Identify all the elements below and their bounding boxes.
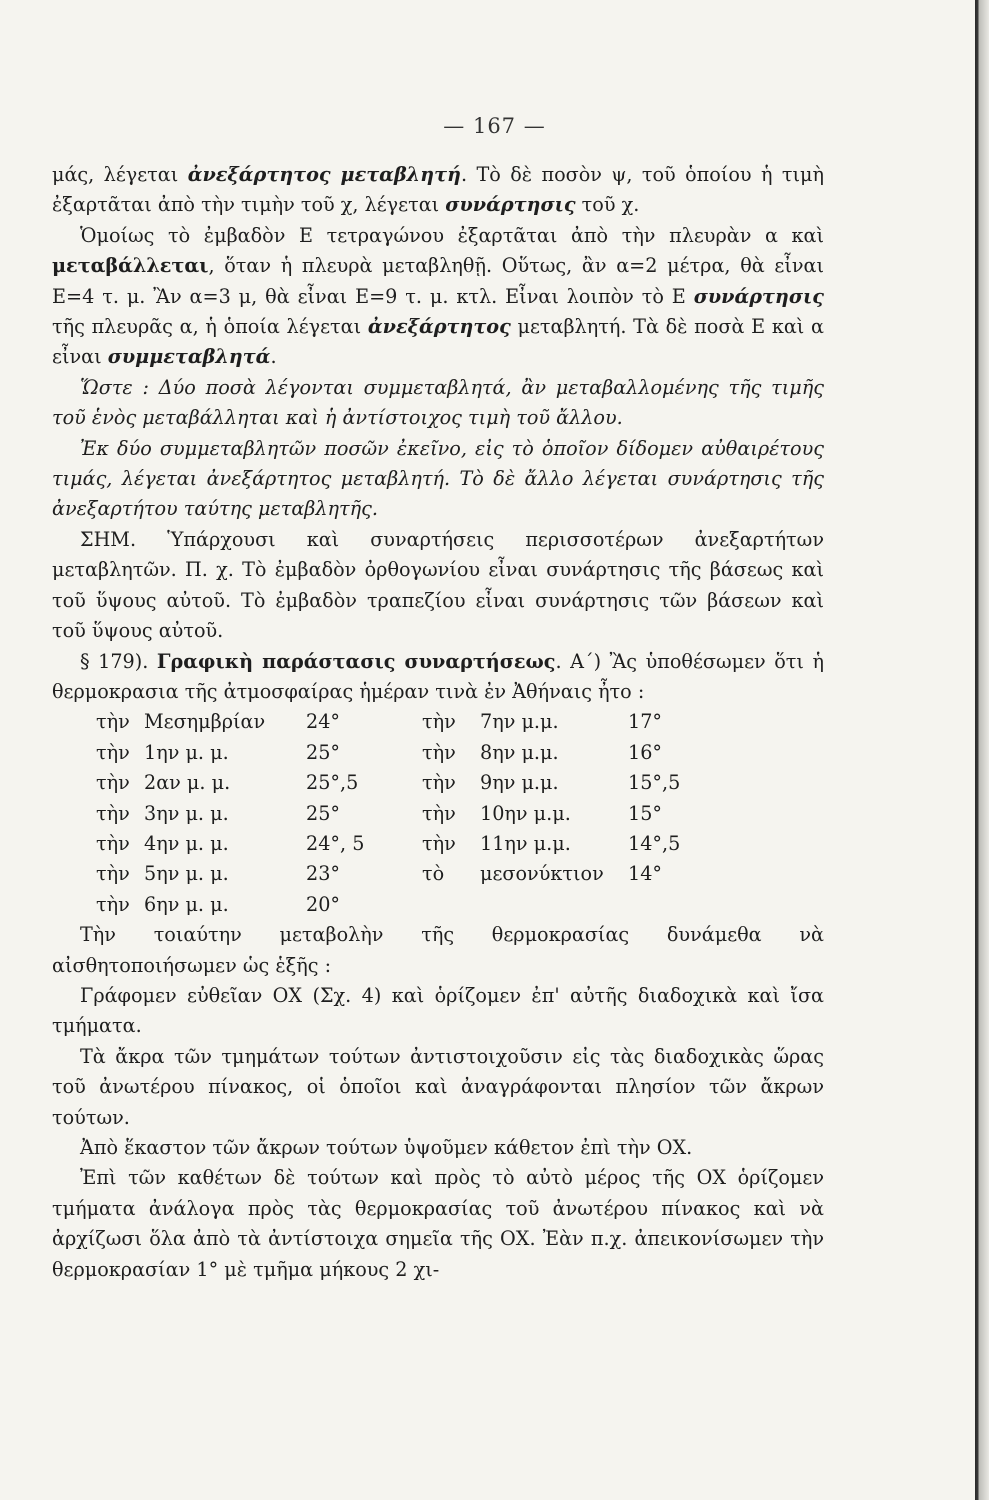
table-cell: 15°	[628, 801, 663, 825]
paragraph-function-intro	[52, 160, 824, 221]
table-cell: 2αν μ. μ.	[144, 771, 231, 795]
page-binding-edge	[975, 0, 989, 1500]
page-body	[52, 160, 824, 1285]
section-title: Γραφικὴ παράστασις συναρτήσεως	[156, 649, 556, 673]
table-cell: 15°,5	[628, 771, 681, 795]
paragraph-segment-ends: Τὰ ἄκρα τῶν τμημάτων τούτων ἀντιστοιχοῦσιν εἰς τὰς διαδοχικὰς ὥρας τοῦ ἀνωτέρου πίνακος, οἱ ὁποῖοι καὶ ἀναγράφονται πλησίον τῶν ἄκρων τούτων.	[52, 1044, 824, 1129]
table-cell: μεσονύκτιον	[480, 862, 604, 886]
table-cell	[480, 890, 628, 920]
table-cell: 1ην μ. μ.	[144, 740, 229, 764]
term-varies: μεταβάλλεται	[52, 254, 209, 278]
table-cell: 25°	[306, 740, 341, 764]
text-run: μεταβλητή. Τὰ δὲ ποσὰ Ε καὶ α εἶναι	[52, 315, 824, 369]
text-run: Ὁμοίως τὸ ἐμβαδὸν Ε τετραγώνου ἐξαρτᾶται ἀπὸ τὴν πλευρὰν α καὶ	[80, 223, 824, 247]
table-row	[96, 738, 680, 768]
paragraph-draw-line: Γράφομεν εὐθεῖαν ΟΧ (Σχ. 4) καὶ ὁρίζομεν ἐπ' αὐτῆς διαδοχικὰ καὶ ἴσα τμήματα.	[52, 983, 824, 1038]
table-cell: 23°	[306, 862, 341, 886]
paragraph-proportional-segments: Ἐπὶ τῶν καθέτων δὲ τούτων καὶ πρὸς τὸ αὐτὸ μέρος τῆς ΟΧ ὁρίζομεν τμήματα ἀνάλογα πρὸς τὰς θερμοκρασίας τοῦ ἀνωτέρου πίνακος καὶ νὰ ἀρχίζωσι ὅλα ἀπὸ τὰ ἀντίστοιχα σημεῖα τῆς ΟΧ. Ἐὰν π.χ. ἀπεικονίσωμεν τὴν θερμοκρασίαν 1° μὲ τμῆμα μήκους 2 χι-	[52, 1166, 824, 1281]
table-cell: 16°	[628, 740, 663, 764]
table-cell: Μεσημβρίαν	[144, 710, 266, 734]
section-179-heading	[52, 647, 824, 708]
table-cell: τὴν	[422, 740, 456, 764]
temperature-table-body	[96, 707, 680, 920]
term-independent-variable: ἀνεξάρτητος μεταβλητή	[187, 163, 461, 186]
table-cell: 25°,5	[306, 771, 359, 795]
text-run: . Τὸ δὲ ποσὸν ψ, τοῦ ὁποίου ἡ τιμὴ ἐξαρτᾶται ἀπὸ τὴν τιμὴν τοῦ χ, λέγεται	[52, 163, 824, 217]
term-function: συνάρτησις	[693, 284, 824, 308]
table-cell: 14°	[628, 862, 663, 886]
table-cell: τὴν	[422, 771, 456, 795]
table-row	[96, 890, 680, 920]
table-cell	[422, 890, 480, 920]
text-run: , ὅταν ἡ πλευρὰ μεταβληθῇ. Οὕτως, ἂν α=2 μέτρα, θὰ εἶναι Ε=4 τ. μ. Ἂν α=3 μ, θὰ εἶναι Ε=9 τ. μ. κτλ. Εἶναι λοιπὸν τὸ Ε	[52, 254, 824, 308]
table-row	[96, 707, 680, 737]
table-cell: τὴν	[96, 771, 130, 795]
table-cell: τὸ	[422, 862, 445, 886]
table-cell: τὴν	[422, 801, 456, 825]
table-row	[96, 859, 680, 889]
text-run: .	[270, 345, 277, 369]
table-cell: τὴν	[422, 831, 456, 855]
paragraph-visualize: Τὴν τοιαύτην μεταβολὴν τῆς θερμοκρασίας δυνάμεθα νὰ αἰσθητοποιήσωμεν ὡς ἑξῆς :	[52, 923, 824, 977]
text-run: τῆς πλευρᾶς α, ἡ ὁποία λέγεται	[52, 315, 368, 339]
table-cell: 10ην μ.μ.	[480, 801, 571, 825]
page-number: — 167 —	[443, 114, 546, 138]
table-cell: 24°, 5	[306, 831, 365, 855]
text-run: . Α΄) Ἂς ὑποθέσωμεν ὅτι ἡ θερμοκρασια τῆς ἀτμοσφαίρας ἡμέραν τινὰ ἐν Ἀθήναις ἦτο :	[52, 649, 824, 703]
table-cell: 17°	[628, 710, 663, 734]
table-cell: 24°	[306, 710, 341, 734]
table-cell: 3ην μ. μ.	[144, 801, 229, 825]
table-cell: 20°	[306, 892, 341, 916]
table-cell: τὴν	[96, 710, 130, 734]
table-cell: τὴν	[96, 892, 130, 916]
table-cell: 9ην μ.μ.	[480, 771, 559, 795]
definition-independent-variable: Ἐκ δύο συμμεταβλητῶν ποσῶν ἐκεῖνο, εἰς τὸ ὁποῖον δίδομεν αὐθαιρέτους τιμάς, λέγεται ἀνεξάρτητος μεταβλητή. Τὸ δὲ ἄλλο λέγεται συνάρτησις τῆς ἀνεξαρτήτου ταύτης μεταβλητῆς.	[52, 436, 824, 521]
temperature-table	[96, 707, 680, 920]
table-row	[96, 799, 680, 829]
table-cell: 5ην μ. μ.	[144, 862, 229, 886]
table-cell: 25°	[306, 801, 341, 825]
table-cell: τὴν	[96, 801, 130, 825]
table-row	[96, 768, 680, 798]
table-cell: 14°,5	[628, 831, 681, 855]
text-run: τοῦ χ.	[575, 193, 640, 217]
term-covariant: συμμεταβλητά	[107, 345, 271, 369]
text-run: μάς, λέγεται	[52, 163, 188, 186]
table-cell: 4ην μ. μ.	[144, 831, 229, 855]
table-cell: 11ην μ.μ.	[480, 831, 571, 855]
table-cell: τὴν	[96, 740, 130, 764]
section-number: § 179).	[80, 649, 157, 673]
paragraph-square-area	[52, 221, 824, 373]
table-cell: τὴν	[96, 862, 130, 886]
table-cell: 6ην μ. μ.	[144, 892, 229, 916]
table-cell	[628, 890, 680, 920]
paragraph-perpendiculars: Ἀπὸ ἕκαστον τῶν ἄκρων τούτων ὑψοῦμεν κάθετον ἐπὶ τὴν ΟΧ.	[80, 1136, 693, 1159]
term-independent: ἀνεξάρτητος	[367, 315, 511, 339]
table-cell: 7ην μ.μ.	[480, 710, 559, 734]
table-cell: τὴν	[96, 831, 130, 855]
definition-covariant: Ὥστε : Δύο ποσὰ λέγονται συμμεταβλητά, ἂν μεταβαλλομένης τῆς τιμῆς τοῦ ἑνὸς μεταβάλληται καὶ ἡ ἀντίστοιχος τιμὴ τοῦ ἄλλου.	[52, 375, 824, 430]
table-cell: τὴν	[422, 710, 456, 734]
table-row	[96, 829, 680, 859]
note-paragraph: ΣΗΜ. Ὑπάρχουσι καὶ συναρτήσεις περισσοτέρων ἀνεξαρτήτων μεταβλητῶν. Π. χ. Τὸ ἐμβαδὸν ὀρθογωνίου εἶναι συνάρτησις τῆς βάσεως καὶ τοῦ ὕψους αὐτοῦ. Τὸ ἐμβαδὸν τραπεζίου εἶναι συνάρτησις τῶν βάσεων καὶ τοῦ ὕψους αὐτοῦ.	[52, 527, 824, 643]
table-cell: 8ην μ.μ.	[480, 740, 559, 764]
term-function: συνάρτησις	[445, 193, 576, 217]
